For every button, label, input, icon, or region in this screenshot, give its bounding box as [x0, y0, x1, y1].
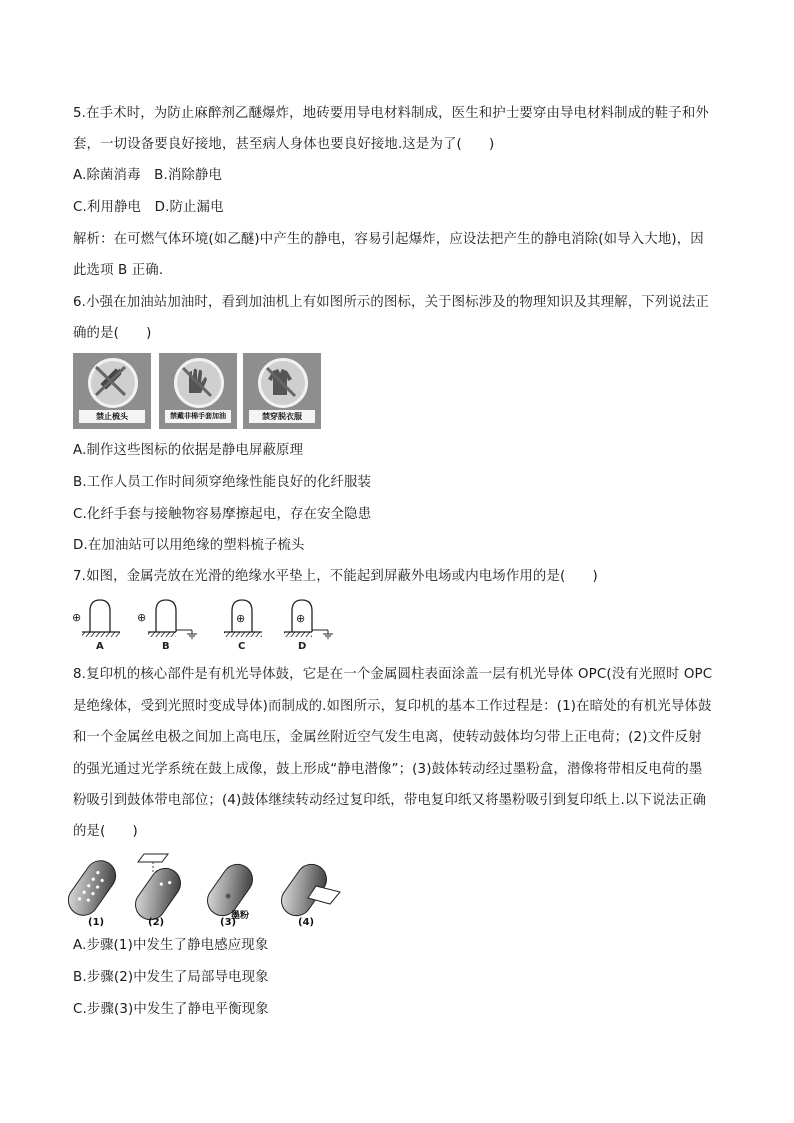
q6-option-b: B.工作人员工作时间须穿绝缘性能良好的化纤服装	[73, 475, 372, 490]
no-gloves-sign	[159, 353, 237, 429]
q7-metal-shell-figure	[70, 596, 340, 654]
q6-stem-line2: 确的是( )	[73, 326, 152, 341]
q7-stem: 7.如图，金属壳放在光滑的绝缘水平垫上，不能起到屏蔽外电场或内电场作用的是( )	[73, 569, 598, 584]
step-label-2: (2)	[148, 917, 165, 928]
sign-caption: 禁止梳头	[79, 410, 145, 423]
q5-analysis-line2: 此选项 B 正确.	[73, 263, 164, 278]
figure-label-d: D	[298, 641, 307, 652]
figure-label-c: C	[238, 641, 246, 652]
sign-caption: 禁穿脱衣服	[249, 410, 315, 423]
q8-stem-line1: 8.复印机的核心部件是有机光导体鼓，它是在一个金属圆柱表面涂盖一层有机光导体 OPC(没有光照时 OPC	[73, 667, 713, 682]
charge-symbol: ⊕	[72, 611, 82, 624]
q5-analysis-line1: 解析：在可燃气体环境(如乙醚)中产生的静电，容易引起爆炸，应设法把产生的静电消除(如导入大地)，因	[73, 232, 704, 247]
q5-stem-line1: 5.在手术时，为防止麻醉剂乙醚爆炸，地砖要用导电材料制成，医生和护士要穿由导电材料制成的鞋子和外	[73, 106, 709, 121]
q5-stem-line2: 套，一切设备要良好接地，甚至病人身体也要良好接地.这是为了( )	[73, 137, 495, 152]
q8-option-c: C.步骤(3)中发生了静电平衡现象	[73, 1002, 269, 1017]
no-combing-sign	[73, 353, 151, 429]
charge-symbol: ⊕	[236, 612, 246, 625]
no-undressing-sign	[243, 353, 321, 429]
q8-option-b: B.步骤(2)中发生了局部导电现象	[73, 970, 269, 985]
charge-symbol: ⊕	[137, 611, 147, 624]
step-label-4: (4)	[298, 917, 315, 928]
q6-stem-line1: 6.小强在加油站加油时，看到加油机上有如图所示的图标，关于图标涉及的物理知识及其理解，下列说法正	[73, 295, 709, 310]
q5-options-ab: A.除菌消毒 B.消除静电	[73, 168, 223, 183]
figure-label-a: A	[96, 641, 104, 652]
q8-stem-line3: 和一个金属丝电极之间加上高电压，金属丝附近空气发生电离，使转动鼓体均匀带上正电荷；(2)文件反射	[73, 730, 702, 745]
charge-symbol: ⊕	[296, 612, 306, 625]
q6-option-c: C.化纤手套与接触物容易摩擦起电，存在安全隐患	[73, 507, 372, 522]
figure-label-b: B	[162, 641, 170, 652]
step-label-3: (3)	[220, 917, 237, 928]
q8-stem-line4: 的强光通过光学系统在鼓上成像，鼓上形成“静电潜像”；(3)鼓体转动经过墨粉盒，潜像将带相反电荷的墨	[73, 762, 703, 777]
q8-copier-drum-figure	[68, 846, 348, 932]
q8-stem-line6: 的是( )	[73, 824, 138, 839]
q6-option-a: A.制作这些图标的依据是静电屏蔽原理	[73, 443, 304, 458]
q8-stem-line2: 是绝缘体，受到光照时变成导体)而制成的.如图所示，复印机的基本工作过程是：(1)在暗处的有机光导体鼓	[73, 699, 712, 714]
q8-option-a: A.步骤(1)中发生了静电感应现象	[73, 938, 269, 953]
sign-caption: 禁戴非棉手套加油	[165, 410, 231, 423]
q8-stem-line5: 粉吸引到鼓体带电部位；(4)鼓体继续转动经过复印纸，带电复印纸又将墨粉吸引到复印纸上.以下说法正确	[73, 793, 707, 808]
toner-label: 墨粉	[231, 911, 250, 921]
step-label-1: (1)	[88, 917, 105, 928]
q5-options-cd: C.利用静电 D.防止漏电	[73, 200, 224, 215]
q6-option-d: D.在加油站可以用绝缘的塑料梳子梳头	[73, 538, 305, 553]
q6-sign-figure	[73, 353, 323, 429]
